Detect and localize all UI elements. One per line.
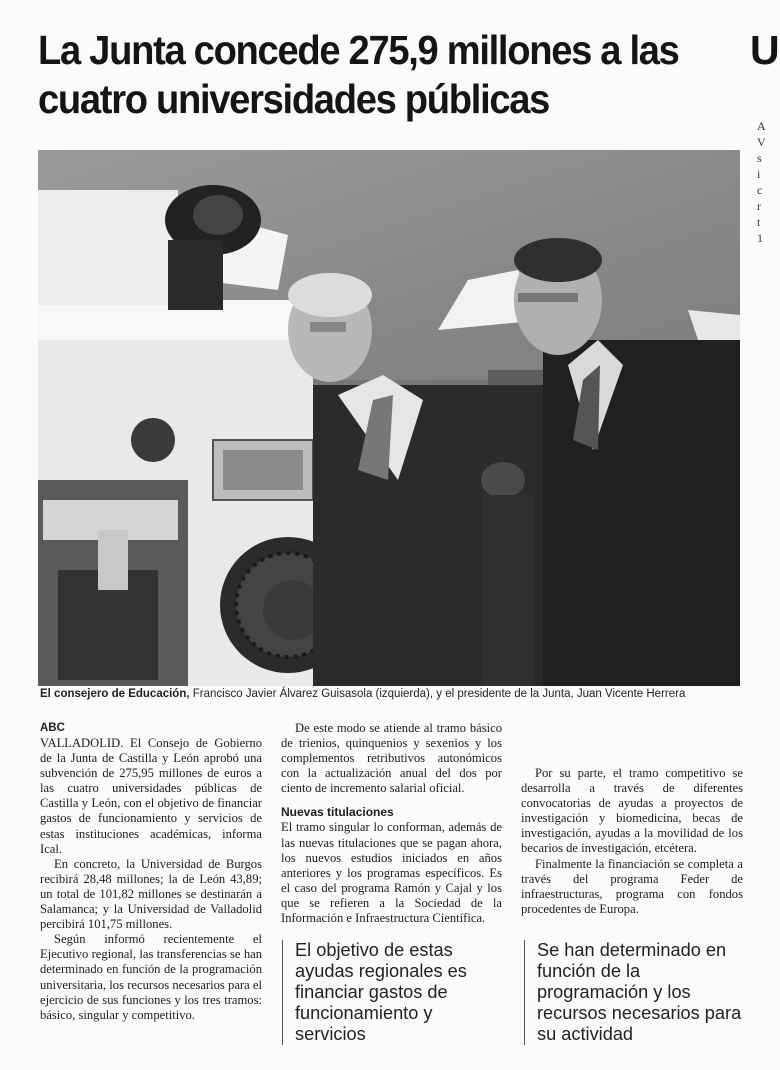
paragraph: Finalmente la financiación se completa a través del programa Feder de infraestructuras, programa con fondos procedentes de Europa. (521, 856, 743, 916)
paragraph: En concreto, la Universidad de Burgos recibirá 28,48 millones; la de León 43,89; un total de 101,82 millones se destinarán a Salamanca; y la Universidad de Valladolid percibirá 101,75 millones. (40, 856, 262, 932)
photo-illustration (38, 150, 740, 686)
article-column-2 (281, 721, 502, 926)
photo-caption (40, 687, 750, 701)
byline: ABC (40, 722, 65, 734)
section-subheading: Nuevas titulaciones (281, 805, 394, 820)
pull-quote: Se han determinado en función de la programación y los recursos necesarios para su actividad (524, 940, 749, 1045)
paragraph: El tramo singular lo conforman, además de las nuevas titulaciones que se pagan ahora, los nuevos estudios iniciados en años anteriores y los programas específicos. Es el caso del programa Ramón y Cajal y los que se refieren a la Sociedad de la Información e Infraestructura Científica. (281, 820, 502, 926)
adjacent-article-headline-fragment: U (750, 27, 780, 73)
caption-bold-lead: El consejero de Educación, (40, 688, 190, 700)
article-photo (38, 150, 740, 686)
article-column-3 (521, 721, 743, 917)
paragraph: De este modo se atiende al tramo básico de trienios, quinquenios y sexenios y los complementos retributivos autonómicos con la actualización anual del dos por ciento de incremento salarial oficial. (281, 721, 502, 796)
adjacent-article-text-fragment: A V s i c r t 1 (757, 119, 766, 245)
caption-text: Francisco Javier Álvarez Guisasola (izquierda), y el presidente de la Junta, Juan Vicente Herrera (189, 688, 686, 700)
paragraph: Según informó recientemente el Ejecutivo regional, las transferencias se han determinado en función de la programación universitaria, los recursos necesarios para el ejercicio de sus funciones y los tres tramos: básico, singular y competitivo. (40, 932, 262, 1022)
article-headline: La Junta concede 275,9 millones a las cuatro universidades públicas (38, 27, 679, 122)
pull-quote: El objetivo de estas ayudas regionales es financiar gastos de funcionamiento y servicios (282, 940, 499, 1045)
paragraph: Por su parte, el tramo competitivo se desarrolla a través de diferentes convocatorias de ayudas a proyectos de investigación y biomedicina, becas de investigación, ayudas a la movilidad de los becarios de investigación, etcétera. (521, 766, 743, 856)
paragraph: VALLADOLID. El Consejo de Gobierno de la Junta de Castilla y León aprobó una subvención de 275,95 millones de euros a las cuatro universidades públicas de Castilla y León, con el objetivo de financiar gastos de funcionamiento y servicios de estas instituciones académicas, informa Ical. (40, 736, 262, 856)
article-column-1 (40, 721, 262, 1023)
